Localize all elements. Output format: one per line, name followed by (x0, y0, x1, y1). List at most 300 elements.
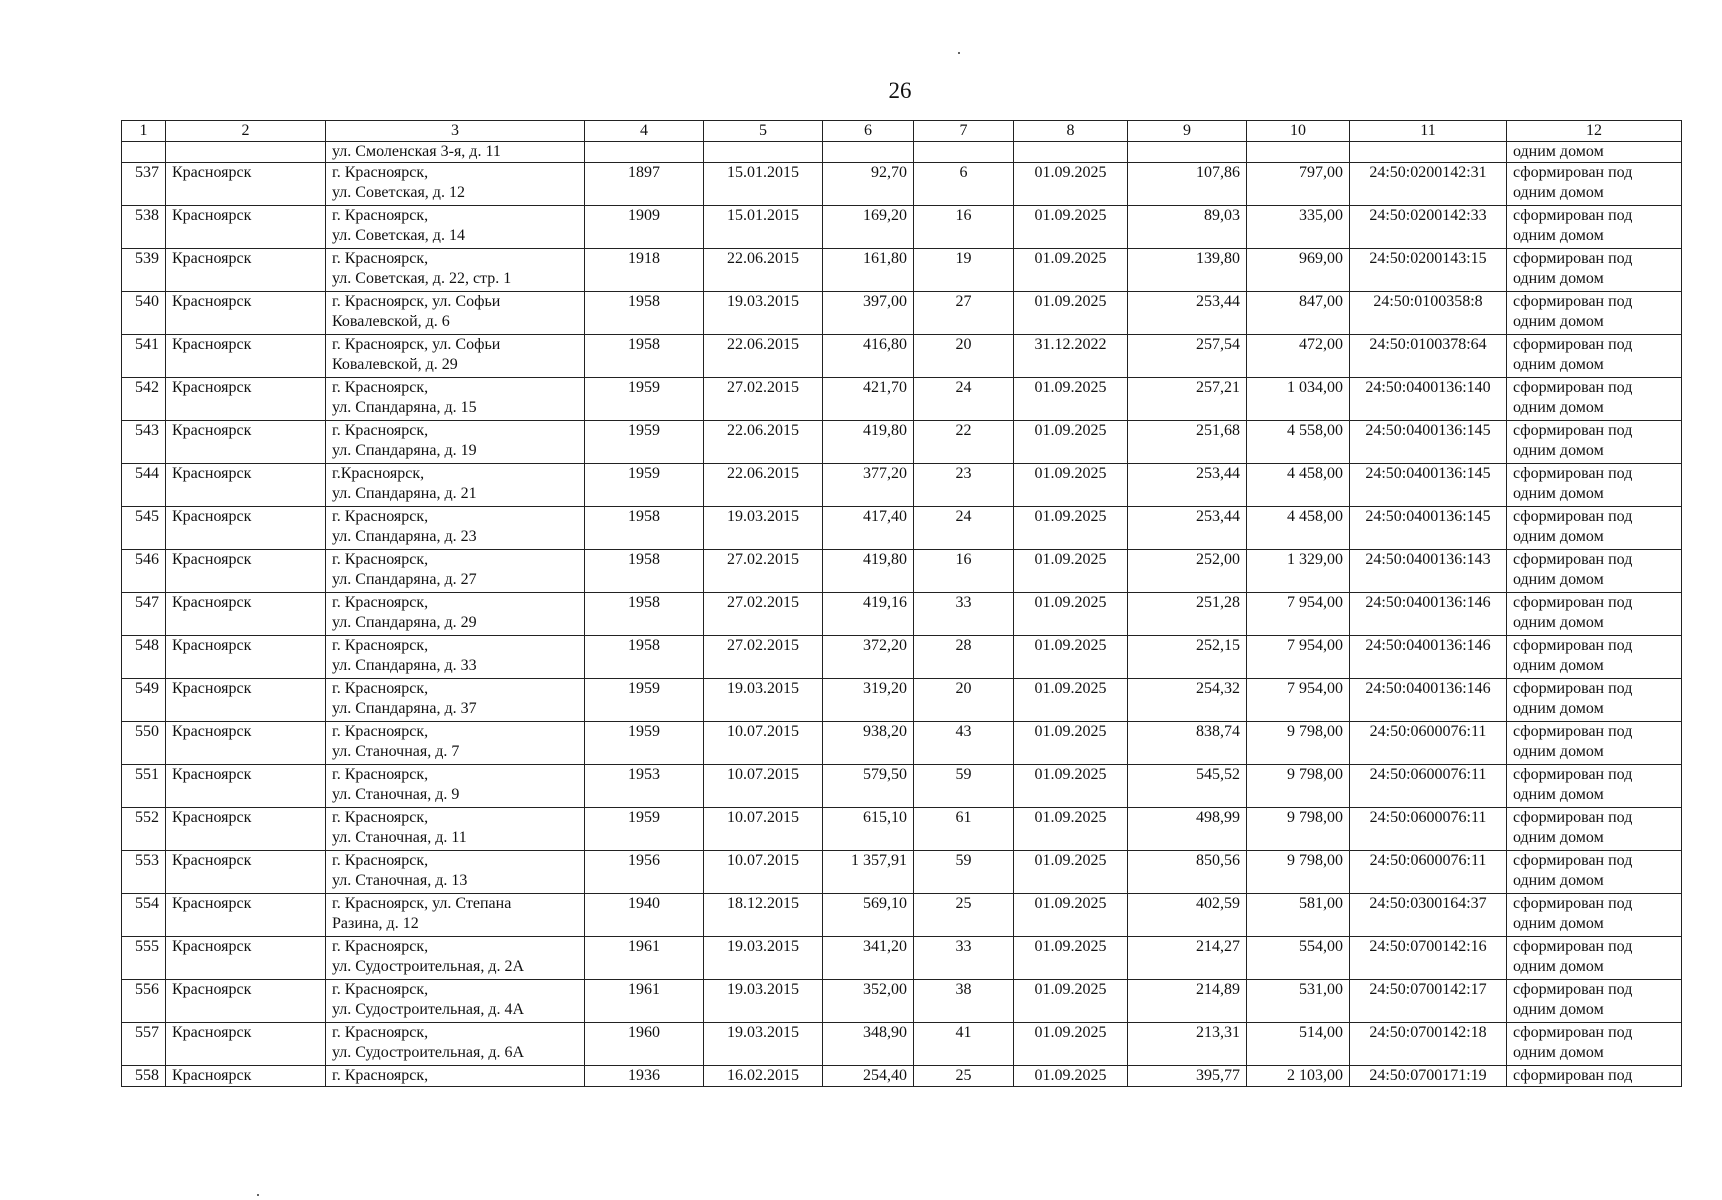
cell-status (1507, 292, 1682, 335)
cell-year: 1959 (585, 722, 704, 765)
status-line: одним домом (1513, 270, 1604, 287)
cell-year: 1958 (585, 507, 704, 550)
cell-count: 25 (914, 1066, 1014, 1087)
cell-date: 22.06.2015 (704, 249, 823, 292)
cell-year: 1958 (585, 335, 704, 378)
cell-area: 421,70 (823, 378, 914, 421)
cell-col10: 7 954,00 (1247, 679, 1350, 722)
cell-col10: 4 458,00 (1247, 464, 1350, 507)
cell-status (1507, 722, 1682, 765)
cell-count: 41 (914, 1023, 1014, 1066)
table-row (122, 378, 1682, 421)
cell-city: Красноярск (166, 163, 326, 206)
cell-n (122, 142, 166, 163)
cell-deadline: 01.09.2025 (1014, 163, 1128, 206)
address-line: Разина, д. 12 (332, 915, 419, 932)
cell-city: Красноярск (166, 980, 326, 1023)
address-line: г. Красноярск, (332, 379, 429, 396)
cell-count: 59 (914, 765, 1014, 808)
cell-date (704, 142, 823, 163)
address-line: г. Красноярск, ул. Степана (332, 895, 512, 912)
cell-area: 372,20 (823, 636, 914, 679)
cell-area: 419,80 (823, 550, 914, 593)
cell-address (326, 679, 585, 722)
cell-year (585, 142, 704, 163)
housing-register-table (121, 120, 1682, 1087)
address-line: г. Красноярск, (332, 852, 429, 869)
table-row (122, 249, 1682, 292)
cell-date: 19.03.2015 (704, 507, 823, 550)
cell-year: 1958 (585, 636, 704, 679)
cell-city: Красноярск (166, 722, 326, 765)
table-row (122, 1066, 1682, 1087)
cell-city: Красноярск (166, 636, 326, 679)
cell-col10: 1 034,00 (1247, 378, 1350, 421)
cell-city: Красноярск (166, 679, 326, 722)
cell-year: 1958 (585, 593, 704, 636)
cell-date: 16.02.2015 (704, 1066, 823, 1087)
cell-col10: 472,00 (1247, 335, 1350, 378)
address-line: г. Красноярск, (332, 723, 429, 740)
status-line: одним домом (1513, 356, 1604, 373)
status-line: сформирован под (1513, 207, 1633, 224)
cell-deadline: 01.09.2025 (1014, 636, 1128, 679)
cell-date: 15.01.2015 (704, 206, 823, 249)
cell-date: 19.03.2015 (704, 292, 823, 335)
cell-city: Красноярск (166, 335, 326, 378)
address-line: ул. Советская, д. 14 (332, 227, 465, 244)
cell-deadline: 01.09.2025 (1014, 249, 1128, 292)
cell-n: 547 (122, 593, 166, 636)
cell-deadline: 01.09.2025 (1014, 550, 1128, 593)
cell-deadline: 01.09.2025 (1014, 679, 1128, 722)
cell-col10: 335,00 (1247, 206, 1350, 249)
cell-col10: 4 458,00 (1247, 507, 1350, 550)
cell-status (1507, 765, 1682, 808)
cell-cadastral: 24:50:0600076:11 (1350, 765, 1507, 808)
cell-status (1507, 593, 1682, 636)
cell-count: 33 (914, 593, 1014, 636)
address-line: ул. Станочная, д. 13 (332, 872, 468, 889)
cell-count: 23 (914, 464, 1014, 507)
cell-city (166, 142, 326, 163)
status-line: сформирован под (1513, 1024, 1633, 1041)
cell-deadline: 01.09.2025 (1014, 851, 1128, 894)
status-line: сформирован под (1513, 250, 1633, 267)
status-line: сформирован под (1513, 981, 1633, 998)
cell-area: 254,40 (823, 1066, 914, 1087)
cell-cadastral: 24:50:0200142:33 (1350, 206, 1507, 249)
table-row (122, 765, 1682, 808)
cell-deadline: 01.09.2025 (1014, 507, 1128, 550)
address-line: г. Красноярск, (332, 1067, 429, 1084)
address-line: ул. Советская, д. 22, стр. 1 (332, 270, 512, 287)
cell-n: 553 (122, 851, 166, 894)
cell-deadline: 31.12.2022 (1014, 335, 1128, 378)
cell-area: 377,20 (823, 464, 914, 507)
cell-area: 419,80 (823, 421, 914, 464)
column-number-header: 4 (585, 121, 704, 142)
cell-count: 38 (914, 980, 1014, 1023)
cell-col9: 251,28 (1128, 593, 1247, 636)
address-line: г. Красноярск, ул. Софьи (332, 336, 501, 353)
cell-year: 1897 (585, 163, 704, 206)
cell-col9: 838,74 (1128, 722, 1247, 765)
cell-col10: 9 798,00 (1247, 722, 1350, 765)
cell-address (326, 550, 585, 593)
cell-status (1507, 851, 1682, 894)
cell-area: 161,80 (823, 249, 914, 292)
cell-status (1507, 1066, 1682, 1087)
cell-date: 10.07.2015 (704, 765, 823, 808)
table-row (122, 937, 1682, 980)
cell-n: 557 (122, 1023, 166, 1066)
address-line: ул. Спандаряна, д. 37 (332, 700, 477, 717)
cell-col9: 214,27 (1128, 937, 1247, 980)
cell-col10: 7 954,00 (1247, 636, 1350, 679)
status-line: одним домом (1513, 399, 1604, 416)
cell-year: 1959 (585, 679, 704, 722)
cell-date: 19.03.2015 (704, 980, 823, 1023)
cell-col10: 4 558,00 (1247, 421, 1350, 464)
status-line: сформирован под (1513, 809, 1633, 826)
cell-n: 554 (122, 894, 166, 937)
address-line: Ковалевской, д. 29 (332, 356, 458, 373)
cell-area: 92,70 (823, 163, 914, 206)
cell-address (326, 980, 585, 1023)
address-line: г. Красноярск, (332, 680, 429, 697)
cell-status (1507, 507, 1682, 550)
cell-status: одним домом (1507, 142, 1682, 163)
address-line: ул. Советская, д. 12 (332, 184, 465, 201)
address-line: г. Красноярск, (332, 508, 429, 525)
cell-cadastral: 24:50:0700171:19 (1350, 1066, 1507, 1087)
table-row (122, 292, 1682, 335)
status-line: одним домом (1513, 313, 1604, 330)
cell-count: 27 (914, 292, 1014, 335)
cell-status (1507, 550, 1682, 593)
cell-n: 542 (122, 378, 166, 421)
cell-date: 27.02.2015 (704, 636, 823, 679)
cell-year: 1940 (585, 894, 704, 937)
cell-count (914, 142, 1014, 163)
scan-artifact-dot (257, 1194, 259, 1196)
cell-date: 22.06.2015 (704, 421, 823, 464)
cell-address (326, 292, 585, 335)
cell-n: 548 (122, 636, 166, 679)
cell-city: Красноярск (166, 249, 326, 292)
cell-year: 1918 (585, 249, 704, 292)
cell-area (823, 142, 914, 163)
address-line: ул. Спандаряна, д. 21 (332, 485, 477, 502)
cell-col10: 847,00 (1247, 292, 1350, 335)
cell-status (1507, 808, 1682, 851)
table-row (122, 206, 1682, 249)
table-row (122, 980, 1682, 1023)
cell-count: 16 (914, 550, 1014, 593)
cell-n: 544 (122, 464, 166, 507)
cell-cadastral: 24:50:0400136:145 (1350, 507, 1507, 550)
cell-count: 20 (914, 335, 1014, 378)
cell-address (326, 464, 585, 507)
cell-deadline: 01.09.2025 (1014, 593, 1128, 636)
address-line: ул. Судостроительная, д. 2А (332, 958, 525, 975)
cell-deadline (1014, 142, 1128, 163)
cell-address (326, 421, 585, 464)
cell-city: Красноярск (166, 507, 326, 550)
cell-count: 19 (914, 249, 1014, 292)
cell-area: 397,00 (823, 292, 914, 335)
column-number-header: 3 (326, 121, 585, 142)
address-line: г. Красноярск, (332, 938, 429, 955)
cell-count: 6 (914, 163, 1014, 206)
cell-status (1507, 421, 1682, 464)
cell-area: 319,20 (823, 679, 914, 722)
cell-n: 543 (122, 421, 166, 464)
cell-deadline: 01.09.2025 (1014, 206, 1128, 249)
cell-cadastral (1350, 142, 1507, 163)
table-row (122, 421, 1682, 464)
cell-n: 549 (122, 679, 166, 722)
status-line: одним домом (1513, 915, 1604, 932)
cell-year: 1959 (585, 464, 704, 507)
status-line: сформирован под (1513, 508, 1633, 525)
status-line: сформирован под (1513, 336, 1633, 353)
address-line: г. Красноярск, (332, 766, 429, 783)
cell-col10: 7 954,00 (1247, 593, 1350, 636)
cell-city: Красноярск (166, 206, 326, 249)
cell-address (326, 894, 585, 937)
table-row (122, 163, 1682, 206)
cell-date: 19.03.2015 (704, 1023, 823, 1066)
column-number-header: 9 (1128, 121, 1247, 142)
cell-address (326, 1066, 585, 1087)
cell-address (326, 808, 585, 851)
cell-cadastral: 24:50:0700142:17 (1350, 980, 1507, 1023)
cell-col10: 969,00 (1247, 249, 1350, 292)
status-line: одним домом (1513, 743, 1604, 760)
cell-status (1507, 206, 1682, 249)
cell-area: 419,16 (823, 593, 914, 636)
cell-city: Красноярск (166, 1066, 326, 1087)
address-line: г. Красноярск, (332, 207, 429, 224)
cell-col9: 139,80 (1128, 249, 1247, 292)
cell-address (326, 249, 585, 292)
cell-city: Красноярск (166, 593, 326, 636)
cell-n: 545 (122, 507, 166, 550)
cell-address (326, 593, 585, 636)
cell-address (326, 378, 585, 421)
cell-col9: 253,44 (1128, 507, 1247, 550)
cell-col9: 253,44 (1128, 464, 1247, 507)
cell-year: 1959 (585, 808, 704, 851)
cell-city: Красноярск (166, 894, 326, 937)
cell-date: 10.07.2015 (704, 722, 823, 765)
table-row (122, 679, 1682, 722)
cell-n: 551 (122, 765, 166, 808)
cell-count: 61 (914, 808, 1014, 851)
cell-city: Красноярск (166, 464, 326, 507)
cell-year: 1960 (585, 1023, 704, 1066)
cell-col9: 213,31 (1128, 1023, 1247, 1066)
cell-year: 1959 (585, 378, 704, 421)
address-line: ул. Станочная, д. 7 (332, 743, 460, 760)
cell-cadastral: 24:50:0400136:145 (1350, 464, 1507, 507)
cell-status (1507, 378, 1682, 421)
status-line: одним домом (1513, 657, 1604, 674)
status-line: сформирован под (1513, 551, 1633, 568)
cell-col9: 254,32 (1128, 679, 1247, 722)
cell-n: 552 (122, 808, 166, 851)
address-line: г. Красноярск, (332, 809, 429, 826)
cell-cadastral: 24:50:0200143:15 (1350, 249, 1507, 292)
cell-col9: 395,77 (1128, 1066, 1247, 1087)
cell-deadline: 01.09.2025 (1014, 464, 1128, 507)
cell-area: 569,10 (823, 894, 914, 937)
status-line: сформирован под (1513, 594, 1633, 611)
cell-deadline: 01.09.2025 (1014, 722, 1128, 765)
cell-col10 (1247, 142, 1350, 163)
cell-n: 538 (122, 206, 166, 249)
cell-area: 938,20 (823, 722, 914, 765)
table-row (122, 851, 1682, 894)
status-line: сформирован под (1513, 379, 1633, 396)
cell-area: 169,20 (823, 206, 914, 249)
cell-n: 541 (122, 335, 166, 378)
cell-area: 341,20 (823, 937, 914, 980)
cell-year: 1909 (585, 206, 704, 249)
status-line: одним домом (1513, 872, 1604, 889)
cell-col10: 581,00 (1247, 894, 1350, 937)
cell-n: 550 (122, 722, 166, 765)
cell-status (1507, 894, 1682, 937)
cell-cadastral: 24:50:0100358:8 (1350, 292, 1507, 335)
cell-status (1507, 464, 1682, 507)
cell-col9: 214,89 (1128, 980, 1247, 1023)
column-number-header: 8 (1014, 121, 1128, 142)
cell-cadastral: 24:50:0700142:18 (1350, 1023, 1507, 1066)
cell-date: 22.06.2015 (704, 464, 823, 507)
cell-col9: 850,56 (1128, 851, 1247, 894)
cell-date: 22.06.2015 (704, 335, 823, 378)
cell-year: 1961 (585, 937, 704, 980)
cell-address (326, 722, 585, 765)
cell-count: 24 (914, 378, 1014, 421)
table-row (122, 1023, 1682, 1066)
address-line: г. Красноярск, (332, 250, 429, 267)
cell-date: 18.12.2015 (704, 894, 823, 937)
status-line: сформирован под (1513, 637, 1633, 654)
status-line: одним домом (1513, 700, 1604, 717)
cell-status (1507, 163, 1682, 206)
cell-date: 10.07.2015 (704, 851, 823, 894)
address-line: ул. Спандаряна, д. 29 (332, 614, 477, 631)
column-number-header: 5 (704, 121, 823, 142)
page-number: 26 (888, 78, 912, 103)
cell-status (1507, 937, 1682, 980)
cell-deadline: 01.09.2025 (1014, 378, 1128, 421)
cell-count: 24 (914, 507, 1014, 550)
cell-date: 10.07.2015 (704, 808, 823, 851)
table-row (122, 722, 1682, 765)
cell-year: 1936 (585, 1066, 704, 1087)
cell-city: Красноярск (166, 851, 326, 894)
cell-col10: 1 329,00 (1247, 550, 1350, 593)
cell-col10: 9 798,00 (1247, 851, 1350, 894)
cell-cadastral: 24:50:0200142:31 (1350, 163, 1507, 206)
cell-col9: 89,03 (1128, 206, 1247, 249)
cell-year: 1956 (585, 851, 704, 894)
cell-cadastral: 24:50:0600076:11 (1350, 808, 1507, 851)
column-number-header: 1 (122, 121, 166, 142)
cell-n: 540 (122, 292, 166, 335)
cell-col10: 9 798,00 (1247, 808, 1350, 851)
column-number-row (122, 121, 1682, 142)
status-line: сформирован под (1513, 465, 1633, 482)
cell-col9: 498,99 (1128, 808, 1247, 851)
continuation-row (122, 142, 1682, 163)
cell-year: 1961 (585, 980, 704, 1023)
cell-cadastral: 24:50:0700142:16 (1350, 937, 1507, 980)
cell-address (326, 335, 585, 378)
status-line: одним домом (1513, 184, 1604, 201)
cell-address (326, 206, 585, 249)
table-row (122, 464, 1682, 507)
cell-count: 22 (914, 421, 1014, 464)
address-line: Ковалевской, д. 6 (332, 313, 450, 330)
cell-col10: 2 103,00 (1247, 1066, 1350, 1087)
status-line: сформирован под (1513, 723, 1633, 740)
cell-cadastral: 24:50:0400136:146 (1350, 679, 1507, 722)
cell-deadline: 01.09.2025 (1014, 1023, 1128, 1066)
cell-address (326, 1023, 585, 1066)
cell-date: 27.02.2015 (704, 593, 823, 636)
status-line: одним домом (1513, 571, 1604, 588)
cell-city: Красноярск (166, 1023, 326, 1066)
cell-col10: 514,00 (1247, 1023, 1350, 1066)
cell-cadastral: 24:50:0400136:146 (1350, 636, 1507, 679)
cell-deadline: 01.09.2025 (1014, 1066, 1128, 1087)
address-line: г. Красноярск, ул. Софьи (332, 293, 501, 310)
cell-cadastral: 24:50:0400136:146 (1350, 593, 1507, 636)
cell-address (326, 507, 585, 550)
status-line: сформирован под (1513, 895, 1633, 912)
cell-col9: 253,44 (1128, 292, 1247, 335)
column-number-header: 11 (1350, 121, 1507, 142)
address-line: г. Красноярск, (332, 422, 429, 439)
cell-deadline: 01.09.2025 (1014, 421, 1128, 464)
cell-count: 16 (914, 206, 1014, 249)
status-line: одним домом (1513, 528, 1604, 545)
status-line: одним домом (1513, 1044, 1604, 1061)
status-line: одним домом (1513, 614, 1604, 631)
cell-count: 33 (914, 937, 1014, 980)
cell-status (1507, 335, 1682, 378)
address-line: ул. Станочная, д. 11 (332, 829, 467, 846)
cell-year: 1953 (585, 765, 704, 808)
status-line: одним домом (1513, 786, 1604, 803)
scan-artifact-dot (958, 52, 960, 54)
cell-col10: 531,00 (1247, 980, 1350, 1023)
cell-col10: 797,00 (1247, 163, 1350, 206)
cell-deadline: 01.09.2025 (1014, 808, 1128, 851)
address-line: ул. Станочная, д. 9 (332, 786, 460, 803)
cell-col9: 252,00 (1128, 550, 1247, 593)
table-row (122, 894, 1682, 937)
table-row (122, 808, 1682, 851)
table-row (122, 335, 1682, 378)
cell-col9: 252,15 (1128, 636, 1247, 679)
